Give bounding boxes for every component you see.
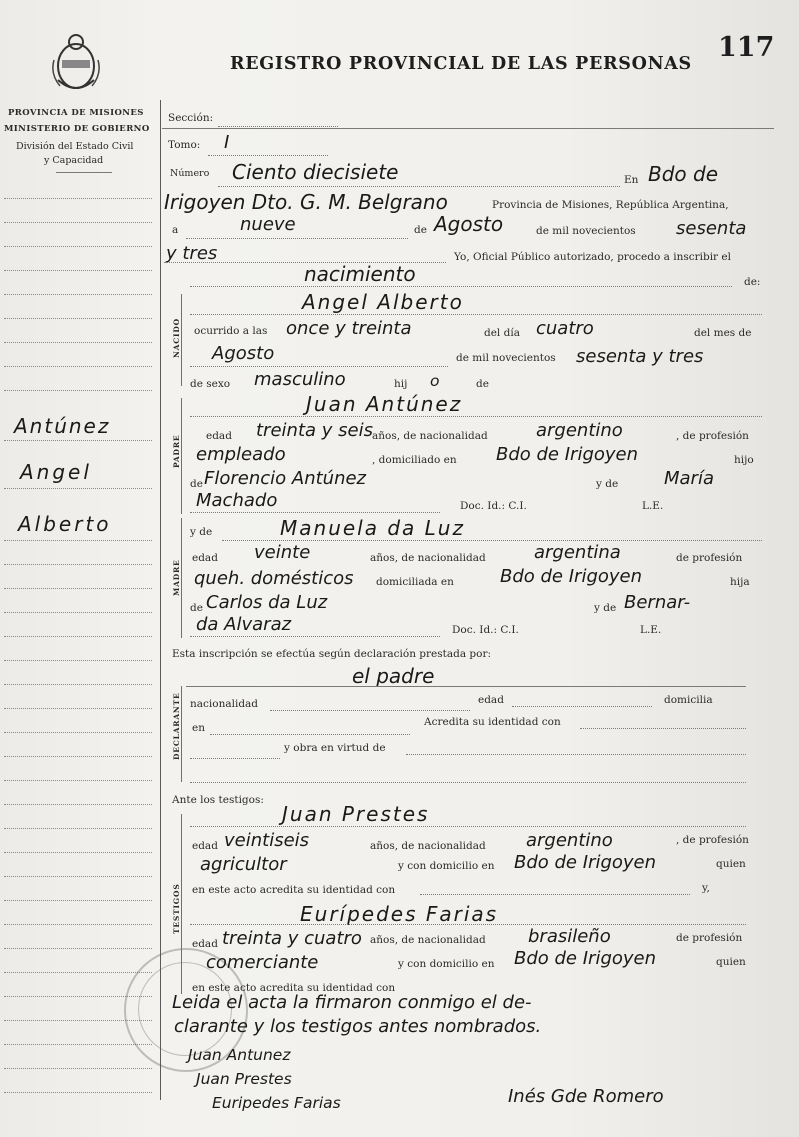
- testigo1-nombre-value: Juan Prestes: [282, 802, 430, 826]
- hij-de-label: de: [476, 378, 489, 390]
- padre-nombre-value: Juan Antúnez: [306, 392, 463, 416]
- anio-nac-value: sesenta y tres: [576, 346, 704, 367]
- madre-edad-label: edad: [192, 552, 218, 564]
- anio-value-2: y tres: [166, 243, 218, 264]
- a-label: a: [172, 224, 179, 236]
- padre-dom-value: Bdo de Irigoyen: [496, 444, 639, 465]
- testigo2-prof-label: de profesión: [676, 932, 743, 944]
- testigo1-prof-value: agricultor: [200, 854, 287, 875]
- org-underline: [56, 172, 112, 173]
- hora-value: once y treinta: [286, 318, 412, 339]
- sexo-label: de sexo: [190, 378, 231, 390]
- decl-obra-label: y obra en virtud de: [284, 742, 386, 754]
- tomo-line: [208, 155, 328, 156]
- madre-dom-value: Bdo de Irigoyen: [500, 566, 643, 587]
- padre-edad-label: edad: [206, 430, 232, 442]
- cierre-line-1: Leida el acta la firmaron conmigo el de-: [172, 992, 532, 1013]
- declarante-side-label: DECLARANTE: [172, 692, 181, 760]
- madre-doc-label: Doc. Id.: C.I.: [452, 624, 519, 636]
- madre-prof-label: de profesión: [676, 552, 743, 564]
- mes-nac-line: [190, 366, 448, 367]
- abuelo-m-de-label: de: [190, 602, 203, 614]
- dia-nac-value: cuatro: [536, 318, 594, 339]
- tomo-value: I: [224, 132, 230, 153]
- testigo2-dom-value: Bdo de Irigoyen: [514, 948, 657, 969]
- firma-testigo1: Juan Prestes: [196, 1070, 292, 1088]
- testigos-label: Ante los testigos:: [172, 794, 264, 806]
- document-title: REGISTRO PROVINCIAL DE LAS PERSONAS: [230, 54, 692, 74]
- mil-novecientos-nac-label: de mil novecientos: [456, 352, 556, 364]
- nacido-bracket: [181, 294, 182, 386]
- mes-nac-value: Agosto: [212, 343, 275, 364]
- padre-bracket: [181, 398, 182, 514]
- abuelo-value: Florencio Antúnez: [204, 468, 366, 489]
- coat-of-arms-icon: [50, 30, 102, 96]
- en-label: En: [624, 174, 639, 186]
- nacido-label: NACIDO: [172, 318, 181, 358]
- org-line-1: PROVINCIA DE MISIONES: [8, 108, 144, 118]
- testigo2-nombre-line: [190, 924, 746, 925]
- decl-en-label: en: [192, 722, 205, 734]
- decl-obra-line-a: [190, 758, 280, 759]
- decl-domicilia-label: domicilia: [664, 694, 713, 706]
- ocurrido-label: ocurrido a las: [194, 325, 268, 337]
- testigo2-dom-label: y con domicilio en: [398, 958, 495, 970]
- numero-line: [218, 186, 620, 187]
- margin-note-name1: Angel: [20, 460, 92, 484]
- margin-note-surname: Antúnez: [14, 414, 111, 438]
- padre-label: PADRE: [172, 434, 181, 468]
- testigo1-nac-value: argentino: [526, 830, 613, 851]
- abuela-m-value: Bernar-: [624, 592, 691, 613]
- anio-value-1: sesenta: [676, 218, 747, 239]
- mil-novecientos-label: de mil novecientos: [536, 225, 636, 237]
- madre-prof-value: queh. domésticos: [194, 568, 354, 589]
- de-mes-label: de: [414, 224, 427, 236]
- seccion-line: [218, 126, 338, 127]
- declarante-bracket: [181, 686, 182, 782]
- hij-label: hij: [394, 378, 408, 390]
- de-colon-label: de:: [744, 276, 761, 288]
- nombre-value: Angel Alberto: [302, 290, 464, 314]
- testigo1-y-label: y,: [702, 882, 710, 894]
- decl-acredita-line: [580, 728, 746, 729]
- provincia-label: Provincia de Misiones, República Argentina,: [492, 199, 729, 211]
- padre-dom-label: , domiciliado en: [372, 454, 457, 466]
- margin-note-name2: Alberto: [18, 512, 112, 536]
- madre-edad-value: veinte: [254, 542, 311, 563]
- abuela2-line: [190, 512, 440, 513]
- testigo2-edad-label: edad: [192, 938, 218, 950]
- dia-line: [186, 238, 408, 239]
- testigo2-edad-value: treinta y cuatro: [222, 928, 362, 949]
- testigo1-acredita-label: en este acto acredita su identidad con: [192, 884, 396, 896]
- inscripcion-label: Esta inscripción se efectúa según declaración prestada por:: [172, 648, 492, 660]
- abuela-value-2: Machado: [196, 490, 278, 511]
- abuelo-de-label: de: [190, 478, 203, 490]
- seccion-label: Sección:: [168, 112, 214, 124]
- testigo1-quien-label: quien: [716, 858, 746, 870]
- testigo2-nombre-value: Eurípedes Farias: [300, 902, 499, 926]
- decl-edad-label: edad: [478, 694, 504, 706]
- madre-nac-value: argentina: [534, 542, 621, 563]
- oficial-label: Yo, Oficial Público autorizado, procedo a inscribir el: [454, 251, 731, 263]
- abuela-m2-line: [190, 636, 440, 637]
- numero-value: Ciento diecisiete: [232, 160, 399, 184]
- padre-prof-value: empleado: [196, 444, 286, 465]
- madre-y-de-label: y de: [190, 526, 213, 538]
- firma-padre: Juan Antunez: [188, 1046, 291, 1064]
- page-number: 117: [718, 32, 775, 63]
- padre-nac-value: argentino: [536, 420, 623, 441]
- decl-obra-line-b: [406, 754, 746, 755]
- testigo2-acredita-label: en este acto acredita su identidad con: [192, 982, 396, 994]
- testigo1-nombre-line: [190, 826, 746, 827]
- dia-value: nueve: [240, 214, 296, 235]
- madre-label: MADRE: [172, 559, 181, 596]
- madre-dom-label: domiciliada en: [376, 576, 454, 588]
- testigo2-nac-label: años, de nacionalidad: [370, 934, 486, 946]
- decl-acredita-label: Acredita su identidad con: [424, 716, 561, 728]
- testigos-bracket: [181, 814, 182, 994]
- cierre-line-2: clarante y los testigos antes nombrados.: [174, 1016, 542, 1037]
- testigo1-edad-label: edad: [192, 840, 218, 852]
- testigos-side-label: TESTIGOS: [172, 883, 181, 934]
- testigo1-edad-value: veintiseis: [224, 830, 310, 851]
- del-mes-label: del mes de: [694, 327, 752, 339]
- sexo-value: masculino: [254, 369, 346, 390]
- mes-value: Agosto: [434, 212, 504, 236]
- madre-bracket: [181, 518, 182, 638]
- en-value: Bdo de: [648, 162, 719, 186]
- padre-prof-label: , de profesión: [676, 430, 749, 442]
- org-line-2: MINISTERIO DE GOBIERNO: [4, 124, 150, 134]
- abuela-label: y de: [596, 478, 619, 490]
- decl-nac-line: [270, 710, 470, 711]
- abuela-m-label: y de: [594, 602, 617, 614]
- tomo-label: Tomo:: [168, 139, 201, 151]
- del-dia-label: del día: [484, 327, 520, 339]
- decl-edad-line: [512, 706, 652, 707]
- testigo1-nac-label: años, de nacionalidad: [370, 840, 486, 852]
- madre-le-label: L.E.: [640, 624, 662, 636]
- hijo-label: hijo: [734, 454, 754, 466]
- numero-label: Número: [170, 168, 210, 179]
- madre-nombre-value: Manuela da Luz: [280, 516, 465, 540]
- firma-testigo2: Euripedes Farias: [212, 1094, 341, 1112]
- declarante-value: el padre: [352, 664, 435, 688]
- hija-label: hija: [730, 576, 750, 588]
- testigo1-acredita-line: [420, 894, 690, 895]
- decl-en-line: [210, 734, 410, 735]
- nombre-line: [190, 314, 762, 315]
- hij-suffix-value: o: [430, 372, 440, 390]
- madre-nombre-line: [222, 540, 762, 541]
- lugar-value: Irigoyen Dto. G. M. Belgrano: [164, 190, 448, 214]
- testigo1-prof-label: , de profesión: [676, 834, 749, 846]
- padre-le-label: L.E.: [642, 500, 664, 512]
- decl-nac-label: nacionalidad: [190, 698, 259, 710]
- testigo1-dom-label: y con domicilio en: [398, 860, 495, 872]
- abuela-value: María: [664, 468, 714, 489]
- padre-edad-value: treinta y seis: [256, 420, 373, 441]
- margin-divider: [160, 100, 161, 1100]
- header-rule: [162, 128, 774, 129]
- decl-obra-line-c: [190, 782, 746, 783]
- testigo2-quien-label: quien: [716, 956, 746, 968]
- testigo2-prof-value: comerciante: [206, 952, 319, 973]
- declarante-line: [186, 686, 746, 687]
- abuela-m-value-2: da Alvaraz: [196, 614, 292, 635]
- acto-line: [190, 286, 732, 287]
- padre-doc-label: Doc. Id.: C.I.: [460, 500, 527, 512]
- padre-nac-label: años, de nacionalidad: [372, 430, 488, 442]
- acto-value: nacimiento: [304, 262, 416, 286]
- padre-nombre-line: [190, 416, 762, 417]
- org-line-3: División del Estado Civil: [16, 141, 134, 152]
- testigo1-dom-value: Bdo de Irigoyen: [514, 852, 657, 873]
- firma-oficial: Inés Gde Romero: [508, 1086, 664, 1107]
- testigo2-nac-value: brasileño: [528, 926, 611, 947]
- abuelo-m-value: Carlos da Luz: [206, 592, 328, 613]
- madre-nac-label: años, de nacionalidad: [370, 552, 486, 564]
- org-line-4: y Capacidad: [44, 155, 104, 166]
